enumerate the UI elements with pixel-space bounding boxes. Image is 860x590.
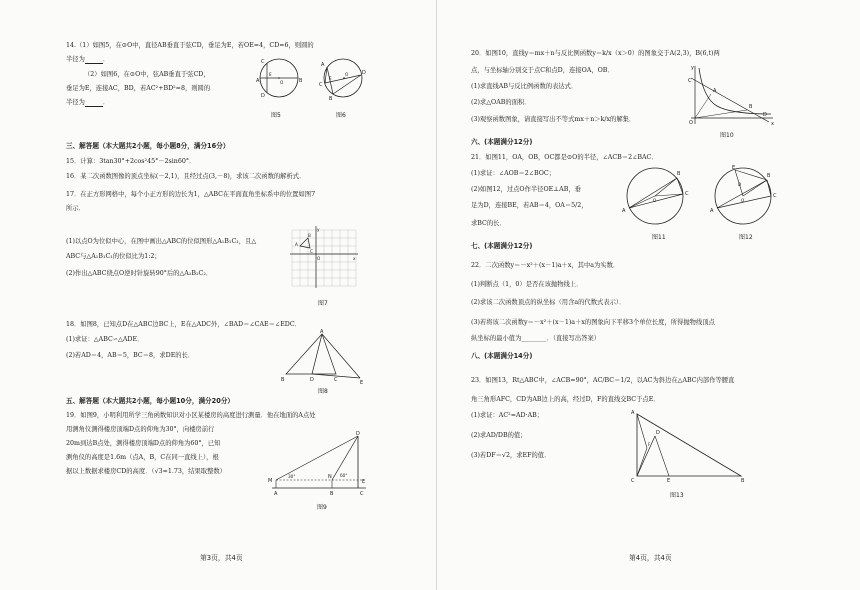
question-21-part2: (2)如图12，过点O作半径OE⊥AB，垂: [471, 186, 581, 193]
svg-text:O: O: [741, 198, 745, 203]
svg-text:O: O: [653, 198, 657, 203]
question-23-part2: (2)求AD/DB的值；: [471, 432, 527, 439]
svg-text:B: B: [299, 78, 303, 84]
svg-text:O: O: [280, 80, 284, 85]
svg-text:F: F: [648, 442, 651, 447]
question-17-part2: (2)作出△ABC绕点O逆时针旋转90°后的△A₂B₂C₂．: [66, 270, 213, 277]
question-17-part1: (1)以点O为位似中心，在图中画出△ABC的位似图形△A₁B₁C₁，且△: [66, 238, 257, 245]
svg-text:D: D: [763, 112, 767, 118]
page-footer-4: 第4页，共4页: [629, 554, 672, 562]
svg-text:D: D: [261, 93, 265, 99]
figure-11-caption: 图11: [652, 234, 666, 241]
svg-text:60°: 60°: [340, 473, 348, 478]
svg-text:B: B: [749, 104, 753, 110]
svg-text:A: A: [295, 242, 298, 247]
question-22-part1: (1)判断点（1，0）是否在该抛物线上．: [471, 281, 583, 288]
svg-text:D: D: [738, 182, 742, 187]
exam-page-4: [436, 0, 860, 590]
svg-text:M: M: [268, 478, 273, 484]
figure-12-caption: 图12: [739, 234, 753, 241]
svg-text:A: A: [622, 208, 626, 214]
svg-text:O: O: [317, 256, 321, 261]
svg-text:A: A: [713, 88, 717, 94]
question-16: 16．某二次函数图像的顶点坐标(－2,1)，且经过点(3,－8)，求该二次函数的解析式．: [66, 173, 306, 180]
svg-text:A: A: [256, 78, 260, 84]
question-14-part2-cont: 垂足为E，连接AC，BD，若AC²+BD²=8，则圆的: [66, 85, 211, 92]
svg-text:A: A: [710, 208, 714, 214]
question-22-part2: (2)求该二次函数顶点的纵坐标（用含a的代数式表示）．: [471, 299, 626, 306]
svg-text:B: B: [329, 96, 333, 102]
question-21-part1: (1)求证：∠AOB＝2∠BOC；: [471, 170, 556, 177]
svg-text:D: D: [656, 430, 660, 436]
question-19-text: 19．如图9，小明利用所学三角函数知识对小区某楼房的高度进行测量．他在地面的A点处: [66, 412, 316, 419]
svg-text:E: E: [329, 76, 332, 81]
svg-text:x: x: [771, 121, 774, 127]
svg-text:E: E: [269, 72, 272, 77]
figure-8-triangles: [278, 328, 368, 388]
question-22-part3-cont: 纵坐标的最小值为________．（直接写出答案）: [471, 335, 601, 342]
section-3-heading: 三、解答题（本大题共2小题，每小题8分，满分16分）: [66, 142, 230, 150]
figure-10-caption: 图10: [720, 132, 734, 139]
svg-text:D: D: [362, 70, 366, 76]
figure-6-caption: 图6: [336, 112, 346, 119]
svg-text:C: C: [360, 491, 364, 497]
svg-text:C: C: [310, 249, 313, 254]
question-21-part2-cont2: 求BC的长．: [471, 220, 506, 227]
section-5-heading: 五、解答题（本大题共2小题，每小题10分，满分20分）: [66, 397, 235, 405]
svg-text:C: C: [334, 377, 338, 383]
question-19-text-3: 20m到达B点处，测得楼房顶端D点的仰角为60°，已知: [66, 440, 221, 447]
figure-12-circle: [705, 164, 785, 230]
svg-text:E: E: [732, 165, 736, 171]
svg-text:N: N: [328, 474, 332, 480]
figure-8-caption: 图8: [318, 388, 328, 395]
question-19-text-2: 用测角仪测得楼房顶端D点的仰角为30°，向楼房前行: [66, 426, 215, 433]
question-14-part2: （2）如图6，在⊙O中，弦AB垂直于弦CD，: [84, 71, 210, 78]
question-14-part1: 14.（1）如图5，在⊙O中，直径AB垂直于弦CD，垂足为E，若OE=4，CD=6，则圆的: [66, 42, 314, 49]
svg-text:A: A: [274, 491, 278, 497]
svg-text:y: y: [691, 65, 694, 71]
figure-5-caption: 图5: [271, 112, 281, 119]
question-20-text: 20．如图10，直线y＝mx＋n与反比例函数y＝k/x（x＞0）的图象交于A(2,3)，B(6,t)两: [471, 50, 720, 57]
svg-text:D: D: [310, 377, 314, 383]
figure-13-triangle: [617, 408, 747, 484]
svg-text:C: C: [261, 59, 265, 65]
figure-9-caption: 图9: [317, 504, 327, 511]
question-21-text: 21．如图11，OA，OB，OC都是⊙O的半径，∠ACB＝2∠BAC．: [471, 154, 658, 161]
question-22-part3: (3)若将该二次函数y＝－x²＋(x－1)a＋x的图象向下平移3个单位长度，所得抛物线顶点: [471, 319, 715, 326]
question-18-text: 18．如图8，已知点D在△ABC边BC上，E在△ADC外，∠BAD＝∠CAE＝∠EDC．: [66, 321, 301, 328]
svg-text:B: B: [281, 377, 285, 383]
question-14-part2-answer-line: 半径为 ．: [66, 99, 110, 106]
svg-text:B: B: [330, 491, 334, 497]
svg-text:A: A: [320, 329, 324, 335]
question-21-part2-cont: 足为D，连接BE，若AB＝4，OA＝5/2，: [471, 202, 588, 209]
question-17-text: 17．在正方形网格中，每个小正方形的边长为1，△ABC在平面直角坐标系中的位置如图7: [66, 191, 316, 198]
svg-text:x: x: [353, 256, 356, 261]
figure-6-circle: [318, 56, 368, 108]
question-18-part1: (1)求证：△ABC∽△ADE．: [66, 336, 144, 343]
question-20-part2: (2)求△OAB的面积．: [471, 99, 531, 106]
svg-text:C: C: [631, 478, 635, 484]
svg-text:B: B: [741, 478, 745, 484]
question-18-part2: (2)若AD＝4，AB＝5，BC＝8，求DE的长．: [66, 352, 195, 359]
svg-text:E: E: [362, 479, 366, 485]
figure-11-circle: [617, 164, 697, 230]
svg-text:D: D: [356, 431, 360, 437]
svg-text:30°: 30°: [288, 474, 296, 479]
question-17-text-cont: 所示．: [66, 205, 85, 212]
svg-text:O: O: [345, 72, 349, 77]
question-20-text-2: 点，与坐标轴分别交于点C和点D，连接OA，OB．: [471, 67, 614, 74]
question-23-text-2: 角三角形AFC，CD为AB边上的高，经过D，F的直线交BC于点E．: [471, 396, 660, 403]
svg-text:C: C: [688, 78, 692, 84]
svg-text:B: B: [677, 171, 681, 177]
question-20-part3: (3)观察函数图象，请直接写出不等式mx＋n＞k/x的解集．: [471, 116, 636, 123]
svg-text:C: C: [773, 193, 777, 199]
figure-5-circle: [255, 56, 305, 108]
svg-text:y: y: [317, 227, 320, 232]
svg-text:C: C: [685, 191, 689, 197]
figure-7-grid: [290, 226, 360, 294]
svg-text:B: B: [767, 173, 771, 179]
figure-13-caption: 图13: [670, 492, 684, 499]
question-14-part1-answer-line: 半径为 ．: [66, 56, 110, 63]
question-20-part1: (1)求直线AB与反比例函数的表达式．: [471, 83, 578, 90]
svg-text:A: A: [321, 62, 325, 68]
question-23-part3: (3)若DF＝√2，求EF的值．: [471, 452, 551, 459]
question-17-part1-cont: ABC与△A₁B₁C₁的位似比为1:2；: [66, 253, 161, 260]
figure-7-caption: 图7: [318, 300, 328, 307]
question-19-text-4: 测角仪的高度是1.6m（点A，B，C在同一直线上），根: [66, 454, 219, 461]
question-19-text-5: 据以上数据求楼房CD的高度．（√3≈1.73，结果取整数）: [66, 468, 226, 475]
figure-10-graph: [687, 64, 777, 128]
question-15: 15．计算：3tan30°+2cos²45°－2sin60°．: [66, 158, 196, 165]
figure-9-building: [266, 428, 376, 500]
svg-text:E: E: [667, 478, 671, 484]
section-7-heading: 七、(本题满分12分): [471, 242, 533, 250]
svg-text:E: E: [360, 380, 364, 386]
question-22-text: 22．二次函数y＝－x²＋(x－1)a＋x，其中a为实数．: [471, 262, 620, 269]
svg-text:A: A: [631, 410, 635, 416]
svg-text:O: O: [689, 120, 693, 126]
question-23-text: 23．如图13，Rt△ABC中，∠ACB=90°，AC/BC＝1/2，以AC为斜边在△ABC内部作等腰直: [471, 377, 735, 384]
page-footer-3: 第3页，共4页: [200, 554, 243, 562]
svg-text:C: C: [319, 82, 323, 88]
svg-text:B: B: [308, 233, 311, 238]
section-8-heading: 八、(本题满分14分): [471, 352, 533, 360]
section-6-heading: 六、(本题满分12分): [471, 138, 533, 146]
question-23-part1: (1)求证：AC²=AD·AB；: [471, 412, 544, 419]
